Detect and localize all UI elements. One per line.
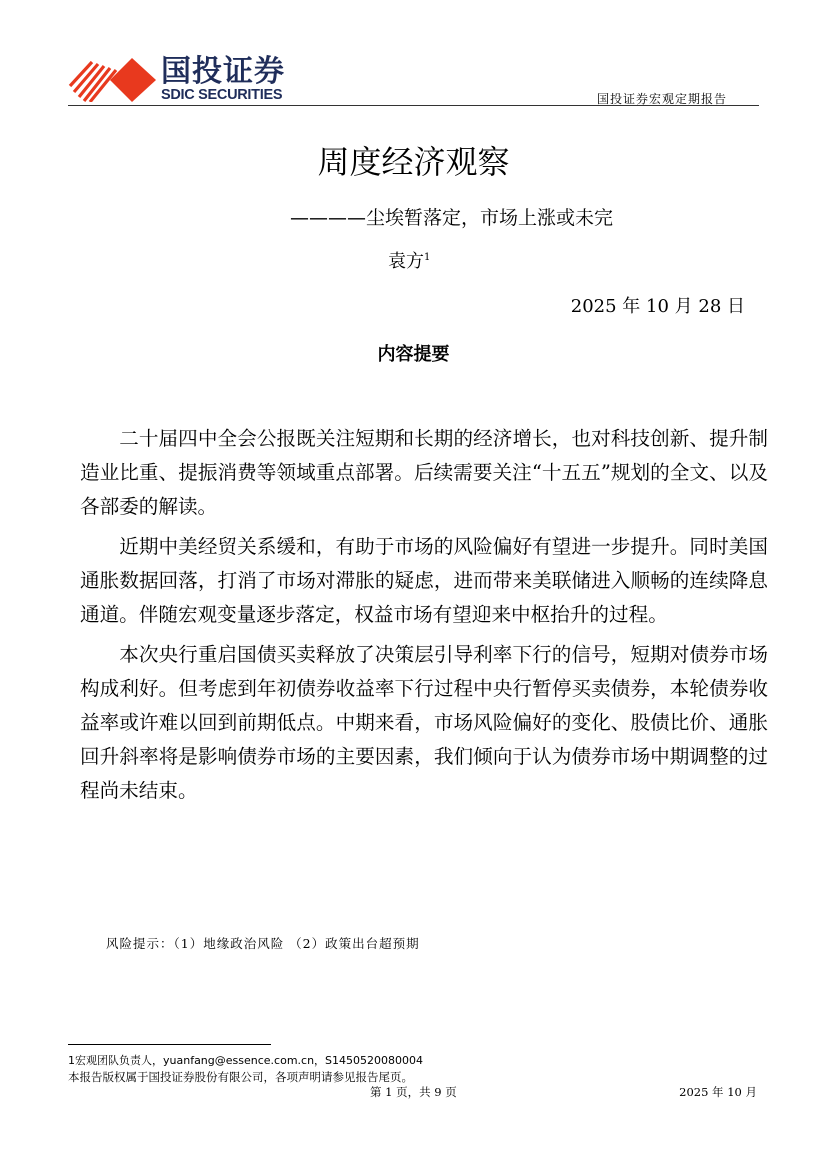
report-date: 2025 年 10 月 28 日 [570,296,745,317]
author-footnote-ref: 1 [424,252,431,263]
footnote-divider [68,1044,271,1045]
page-title: 周度经济观察 [317,143,510,181]
summary-body [80,422,768,814]
header-divider [68,105,759,106]
report-series: 国投证券宏观定期报告 [596,92,727,106]
author-name: 袁方 [388,251,424,272]
footnotes [68,1052,423,1086]
page-number: 第 1 页，共 9 页 [370,1085,457,1099]
paragraph: 近期中美经贸关系缓和，有助于市场的风险偏好有望进一步提升。同时美国通胀数据回落，打消了市场对滞胀的疑虑，进而带来美联储进入顺畅的连续降息通道。伴随宏观变量逐步落定，权益市场有望迎来中枢抬升的过程。 [80,535,768,626]
author-footnote: 1宏观团队负责人，yuanfang@essence.com.cn，S1450520080004 [68,1054,424,1067]
subtitle: ————尘埃暂落定，市场上涨或未完 [290,207,614,229]
risk-warning: 风险提示：（1）地缘政治风险 （2）政策出台超预期 [106,936,420,951]
logo-mark-icon [68,56,158,102]
author [388,247,430,273]
sdic-logo [68,56,293,102]
copyright-notice: 本报告版权属于国投证券股份有限公司，各项声明请参见报告尾页。 [68,1070,413,1084]
logo-en-text: SDIC SECURITIES [161,87,283,103]
paragraph: 本次央行重启国债买卖释放了决策层引导利率下行的信号，短期对债券市场构成利好。但考虑到年初债券收益率下行过程中央行暂停买卖债券，本轮债券收益率或许难以回到前期低点。中期来看，市场风险偏好的变化、股债比价、通胀回升斜率将是影响债券市场的主要因素，我们倾向于认为债券市场中期调整的过程尚未结束。 [80,643,768,802]
logo-cn-text: 国投证券 [161,54,285,89]
summary-heading: 内容提要 [377,344,450,365]
paragraph: 二十届四中全会公报既关注短期和长期的经济增长，也对科技创新、提升制造业比重、提振消费等领域重点部署。后续需要关注“十五五”规划的全文、以及各部委的解读。 [80,427,768,518]
footer-date: 2025 年 10 月 [679,1085,757,1099]
